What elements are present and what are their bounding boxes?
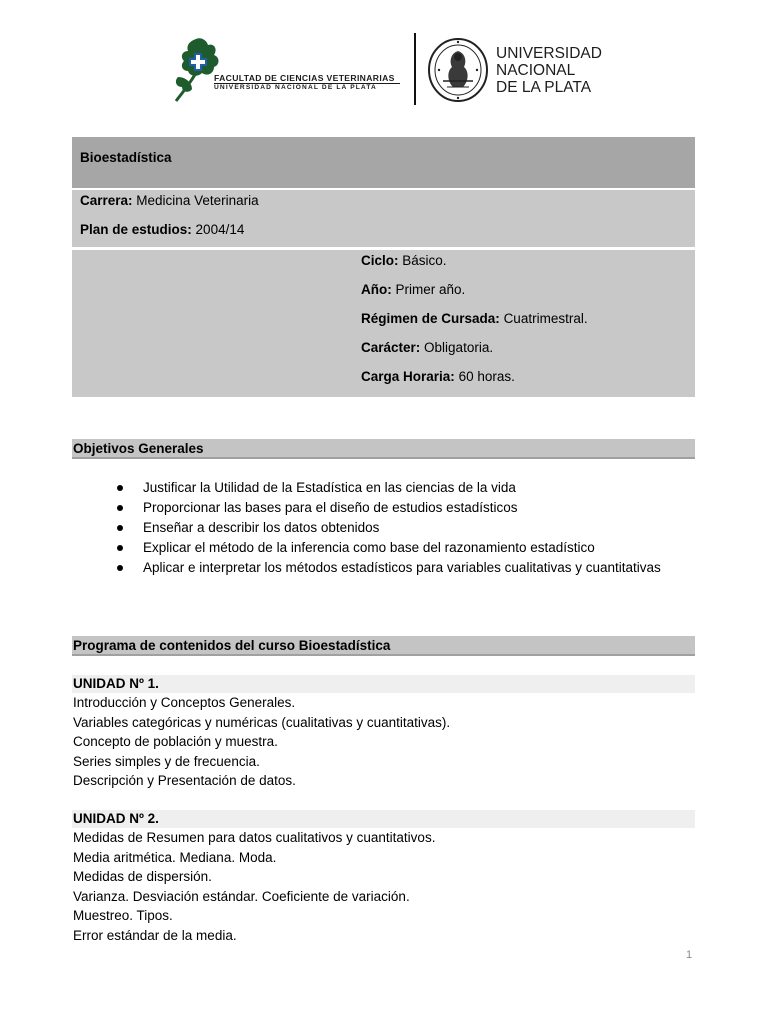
course-title-row (72, 137, 695, 188)
plan-value: 2004/14 (195, 222, 245, 237)
detail-value: 60 horas. (458, 369, 515, 384)
plan-field (80, 222, 244, 237)
unit-line: Series simples y de frecuencia. (73, 753, 260, 769)
objectives-heading: Objetivos Generales (73, 441, 204, 456)
bullet-icon (117, 485, 123, 491)
detail-label: Régimen de Cursada: (361, 311, 500, 326)
detail-field (361, 311, 588, 326)
university-seal-icon (427, 37, 489, 103)
list-item (113, 558, 695, 578)
unit-line: Medidas de dispersión. (73, 869, 212, 885)
unit-line: Descripción y Presentación de datos. (73, 773, 296, 789)
unit-line: Varianza. Desviación estándar. Coeficiente de variación. (73, 888, 410, 904)
unit-heading-bar (72, 810, 695, 828)
unit-content (73, 828, 695, 946)
objectives-heading-bar (72, 439, 695, 459)
objective-text: Aplicar e interpretar los métodos estadísticos para variables cualitativas y cuantitativas (143, 560, 661, 575)
unit-line: Error estándar de la media. (73, 927, 237, 943)
program-heading-bar (72, 636, 695, 656)
detail-label: Carga Horaria: (361, 369, 455, 384)
program-heading: Programa de contenidos del curso Bioestadística (73, 638, 391, 653)
course-title: Bioestadística (80, 150, 172, 165)
oak-leaf-cross-icon (172, 33, 224, 103)
detail-field (361, 282, 465, 297)
detail-value: Obligatoria. (424, 340, 494, 355)
career-row (72, 190, 695, 247)
university-name-line: UNIVERSIDAD (496, 45, 602, 62)
unit-line: Muestreo. Tipos. (73, 908, 173, 924)
faculty-name: FACULTAD DE CIENCIAS VETERINARIAS (214, 73, 395, 83)
detail-label: Año: (361, 282, 392, 297)
detail-field (361, 340, 493, 355)
bullet-icon (117, 565, 123, 571)
course-details-row (72, 250, 695, 397)
career-value: Medicina Veterinaria (136, 193, 259, 208)
objective-text: Proporcionar las bases para el diseño de estudios estadísticos (143, 500, 518, 515)
university-name (496, 45, 602, 96)
unit-line: Concepto de población y muestra. (73, 734, 278, 750)
university-name-line: NACIONAL (496, 62, 576, 79)
unit-title: UNIDAD Nº 1. (73, 676, 159, 691)
logo-divider (414, 33, 416, 105)
detail-label: Ciclo: (361, 253, 399, 268)
bullet-icon (117, 545, 123, 551)
list-item (113, 498, 695, 518)
faculty-logo (172, 33, 404, 103)
objectives-list (113, 478, 695, 578)
detail-value: Cuatrimestral. (503, 311, 588, 326)
faculty-university: UNIVERSIDAD NACIONAL DE LA PLATA (214, 84, 377, 91)
page-number: 1 (686, 949, 693, 961)
career-field (80, 193, 259, 208)
bullet-icon (117, 525, 123, 531)
unit-content (73, 693, 695, 791)
unit-heading-bar (72, 675, 695, 693)
career-label: Carrera: (80, 193, 133, 208)
unit-line: Media aritmética. Mediana. Moda. (73, 849, 277, 865)
list-item (113, 518, 695, 538)
list-item (113, 538, 695, 558)
detail-value: Primer año. (395, 282, 466, 297)
detail-value: Básico. (402, 253, 447, 268)
objective-text: Enseñar a describir los datos obtenidos (143, 520, 380, 535)
unit-line: Medidas de Resumen para datos cualitativos y cuantitativos. (73, 830, 436, 845)
unit-title: UNIDAD Nº 2. (73, 811, 159, 826)
unit-line: Variables categóricas y numéricas (cualitativas y cuantitativas). (73, 714, 451, 730)
detail-field (361, 369, 515, 384)
objective-text: Justificar la Utilidad de la Estadística en las ciencias de la vida (143, 480, 516, 495)
bullet-icon (117, 505, 123, 511)
detail-label: Carácter: (361, 340, 421, 355)
objective-text: Explicar el método de la inferencia como base del razonamiento estadístico (143, 540, 595, 555)
plan-label: Plan de estudios: (80, 222, 192, 237)
list-item (113, 478, 695, 498)
university-name-line: DE LA PLATA (496, 79, 592, 96)
detail-field (361, 253, 447, 268)
unit-line: Introducción y Conceptos Generales. (73, 695, 296, 710)
